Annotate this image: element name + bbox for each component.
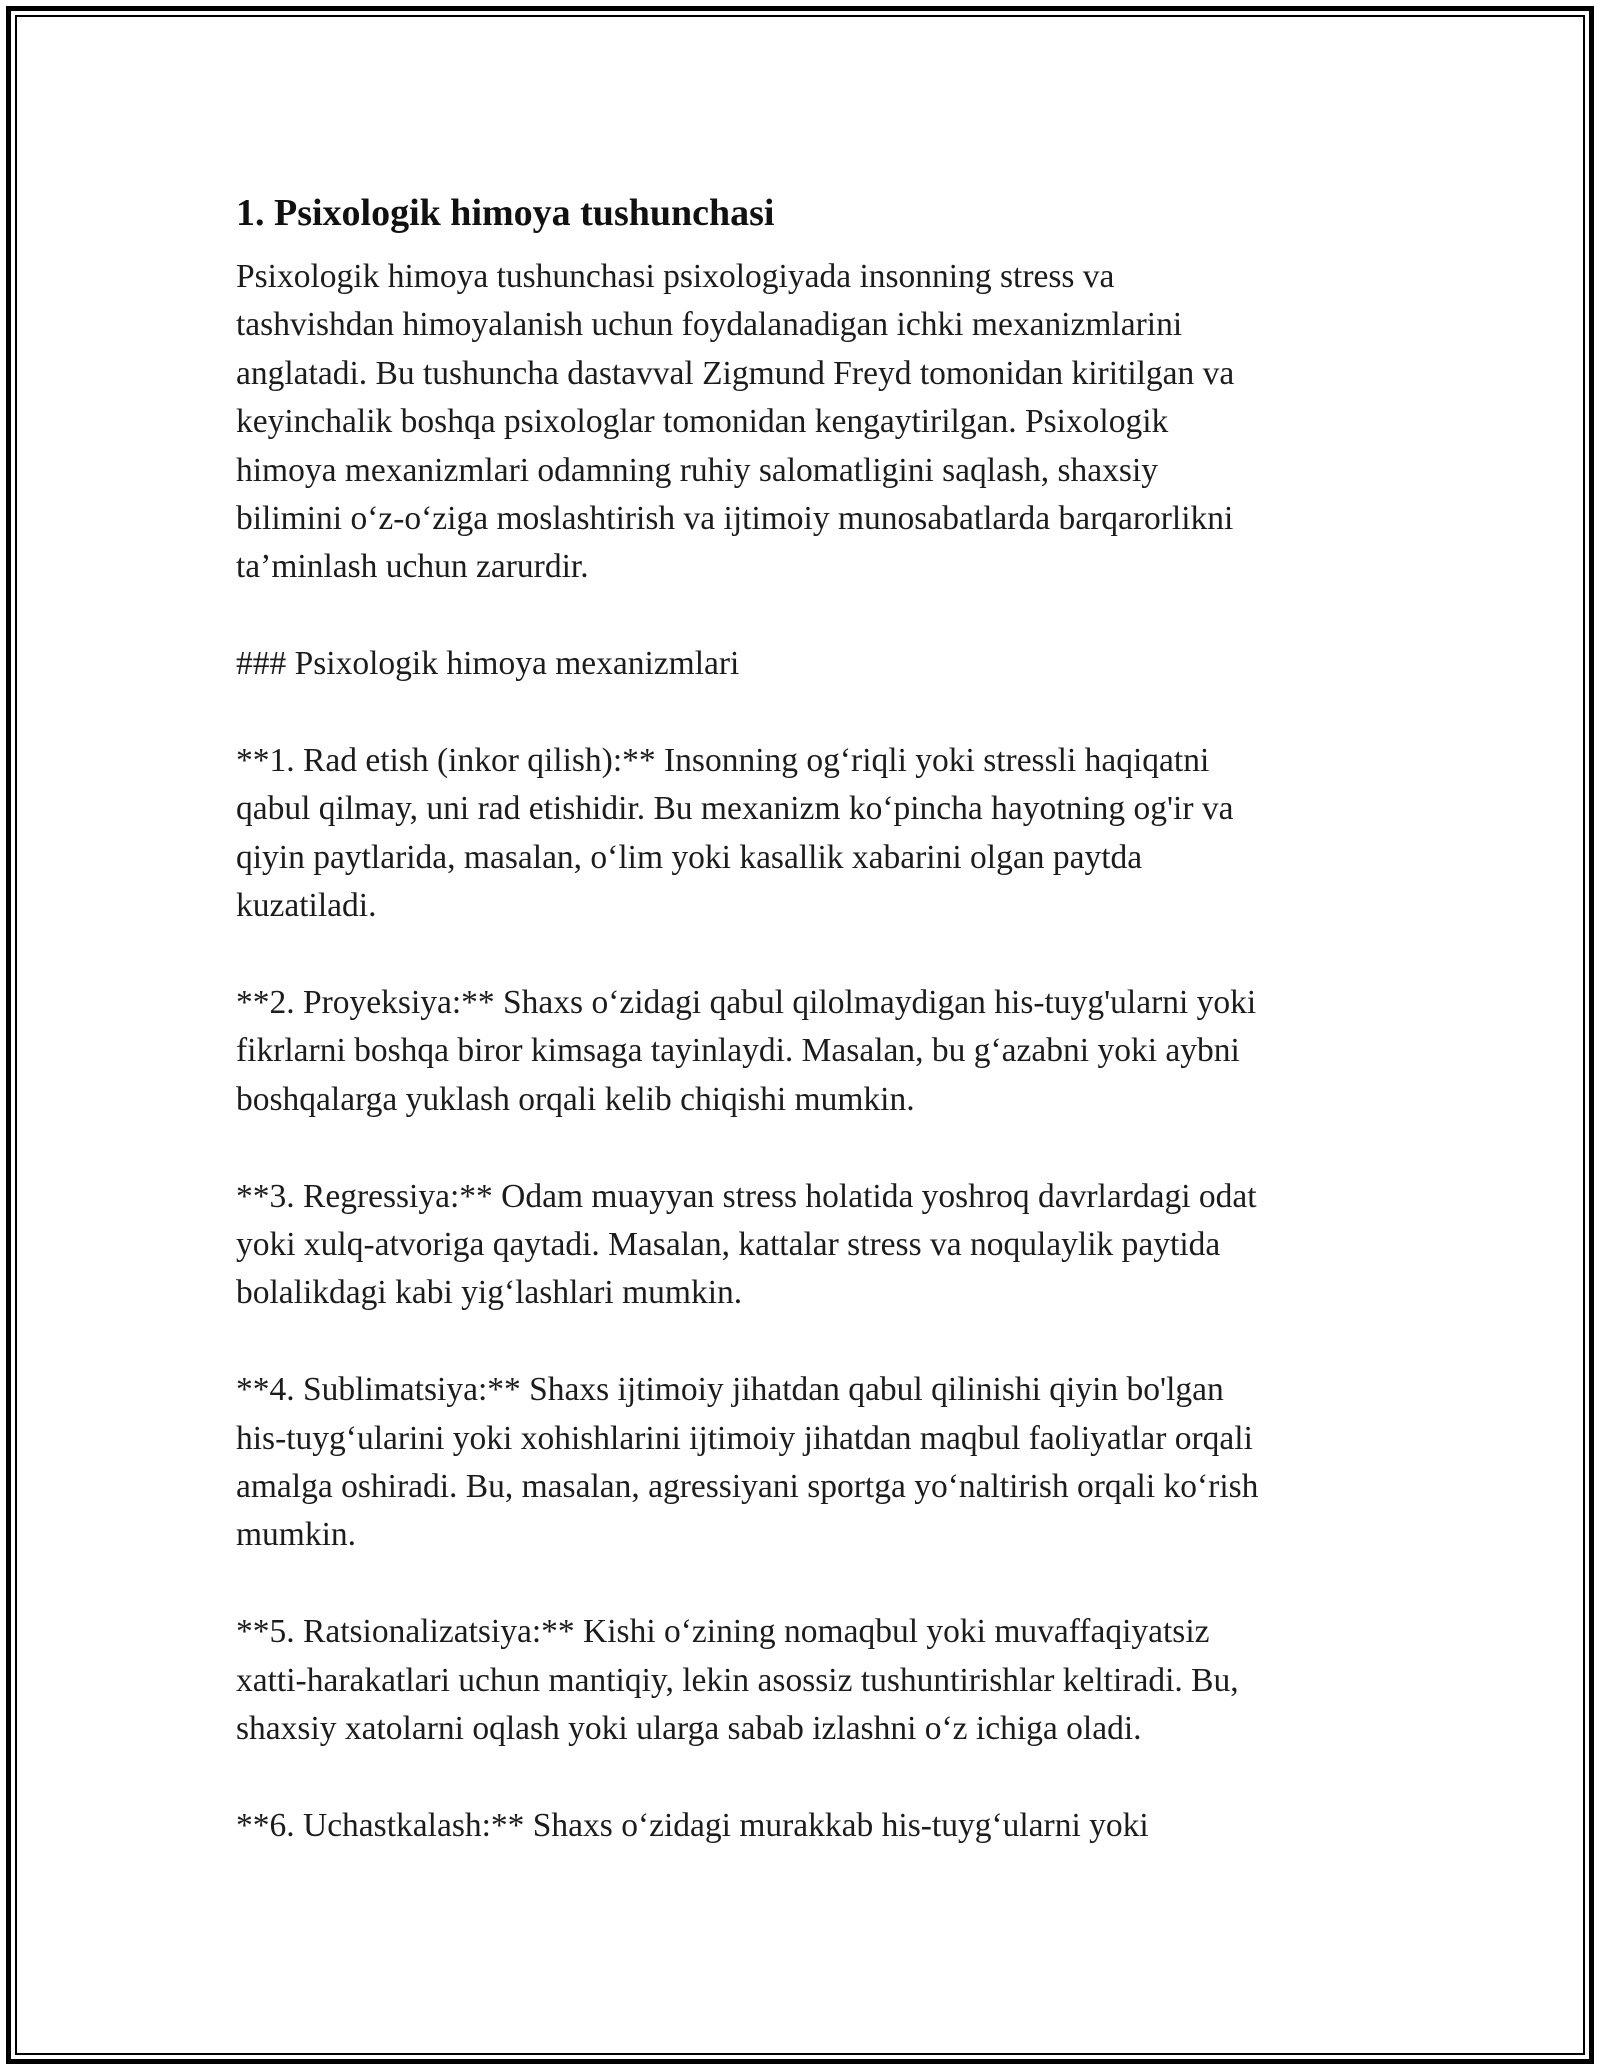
mechanism-line: qabul qilmay, uni rad etishidir. Bu mexanizm ko‘pincha hayotning og'ir va (236, 790, 1234, 828)
mechanism-item-4 (236, 1366, 1376, 1560)
mechanism-line: his-tuyg‘ularini yoki xohishlarini ijtimoiy jihatdan maqbul faoliyatlar orqali (236, 1419, 1253, 1457)
mechanism-item-1 (236, 737, 1376, 931)
mechanism-line: kuzatiladi. (236, 887, 377, 925)
mechanism-item-6 (236, 1802, 1376, 1850)
mechanism-line: bolalikdagi kabi yig‘lashlari mumkin. (236, 1274, 743, 1312)
mechanism-item-2 (236, 979, 1376, 1124)
intro-line: himoya mexanizmlari odamning ruhiy salomatligini saqlash, shaxsiy (236, 451, 1159, 489)
mechanism-item-5 (236, 1608, 1376, 1753)
mechanism-line: amalga oshiradi. Bu, masalan, agressiyani sportga yo‘naltirish orqali ko‘rish (236, 1468, 1259, 1506)
mechanism-line: fikrlarni boshqa biror kimsaga tayinlaydi. Masalan, bu g‘azabni yoki aybni (236, 1032, 1240, 1070)
document-body (236, 186, 1376, 1850)
mechanism-line: mumkin. (236, 1516, 357, 1554)
intro-line: Psixologik himoya tushunchasi psixologiyada insonning stress va (236, 258, 1115, 295)
mechanism-item-3 (236, 1173, 1376, 1318)
mechanism-line: boshqalarga yuklash orqali kelib chiqishi mumkin. (236, 1080, 915, 1118)
intro-paragraph (236, 253, 1376, 592)
section-subheading: ### Psixologik himoya mexanizmlari (236, 645, 740, 683)
mechanism-line: **6. Uchastkalash:** Shaxs o‘zidagi murakkab his-tuyg‘ularni yoki (236, 1806, 1149, 1844)
mechanism-line: **3. Regressiya:** Odam muayyan stress holatida yoshroq davrlardagi odat (236, 1177, 1257, 1215)
intro-line: ta’minlash uchun zarurdir. (236, 548, 589, 586)
document-title: 1. Psixologik himoya tushunchasi (236, 192, 775, 234)
intro-line: bilimini o‘z-o‘ziga moslashtirish va ijtimoiy munosabatlarda barqarorlikni (236, 500, 1234, 538)
mechanism-line: qiyin paytlarida, masalan, o‘lim yoki kasallik xabarini olgan paytda (236, 838, 1143, 876)
intro-line: anglatadi. Bu tushuncha dastavval Zigmund Freyd tomonidan kiritilgan va (236, 354, 1235, 392)
mechanism-line: **1. Rad etish (inkor qilish):** Insonning og‘riqli yoki stressli haqiqatni (236, 742, 1210, 780)
mechanism-line: **4. Sublimatsiya:** Shaxs ijtimoiy jihatdan qabul qilinishi qiyin bo'lgan (236, 1371, 1224, 1409)
mechanism-line: **5. Ratsionalizatsiya:** Kishi o‘zining nomaqbul yoki muvaffaqiyatsiz (236, 1613, 1210, 1651)
mechanism-line: xatti-harakatlari uchun mantiqiy, lekin asossiz tushuntirishlar keltiradi. Bu, (236, 1661, 1239, 1699)
intro-line: keyinchalik boshqa psixologlar tomonidan kengaytirilgan. Psixologik (236, 403, 1169, 441)
mechanism-line: shaxsiy xatolarni oqlash yoki ularga sabab izlashni o‘z ichiga oladi. (236, 1710, 1142, 1748)
intro-line: tashvishdan himoyalanish uchun foydalanadigan ichki mexanizmlarini (236, 306, 1183, 344)
mechanism-line: **2. Proyeksiya:** Shaxs o‘zidagi qabul qilolmaydigan his-tuyg'ularni yoki (236, 984, 1257, 1022)
mechanism-line: yoki xulq-atvoriga qaytadi. Masalan, kattalar stress va noqulaylik paytida (236, 1226, 1221, 1264)
